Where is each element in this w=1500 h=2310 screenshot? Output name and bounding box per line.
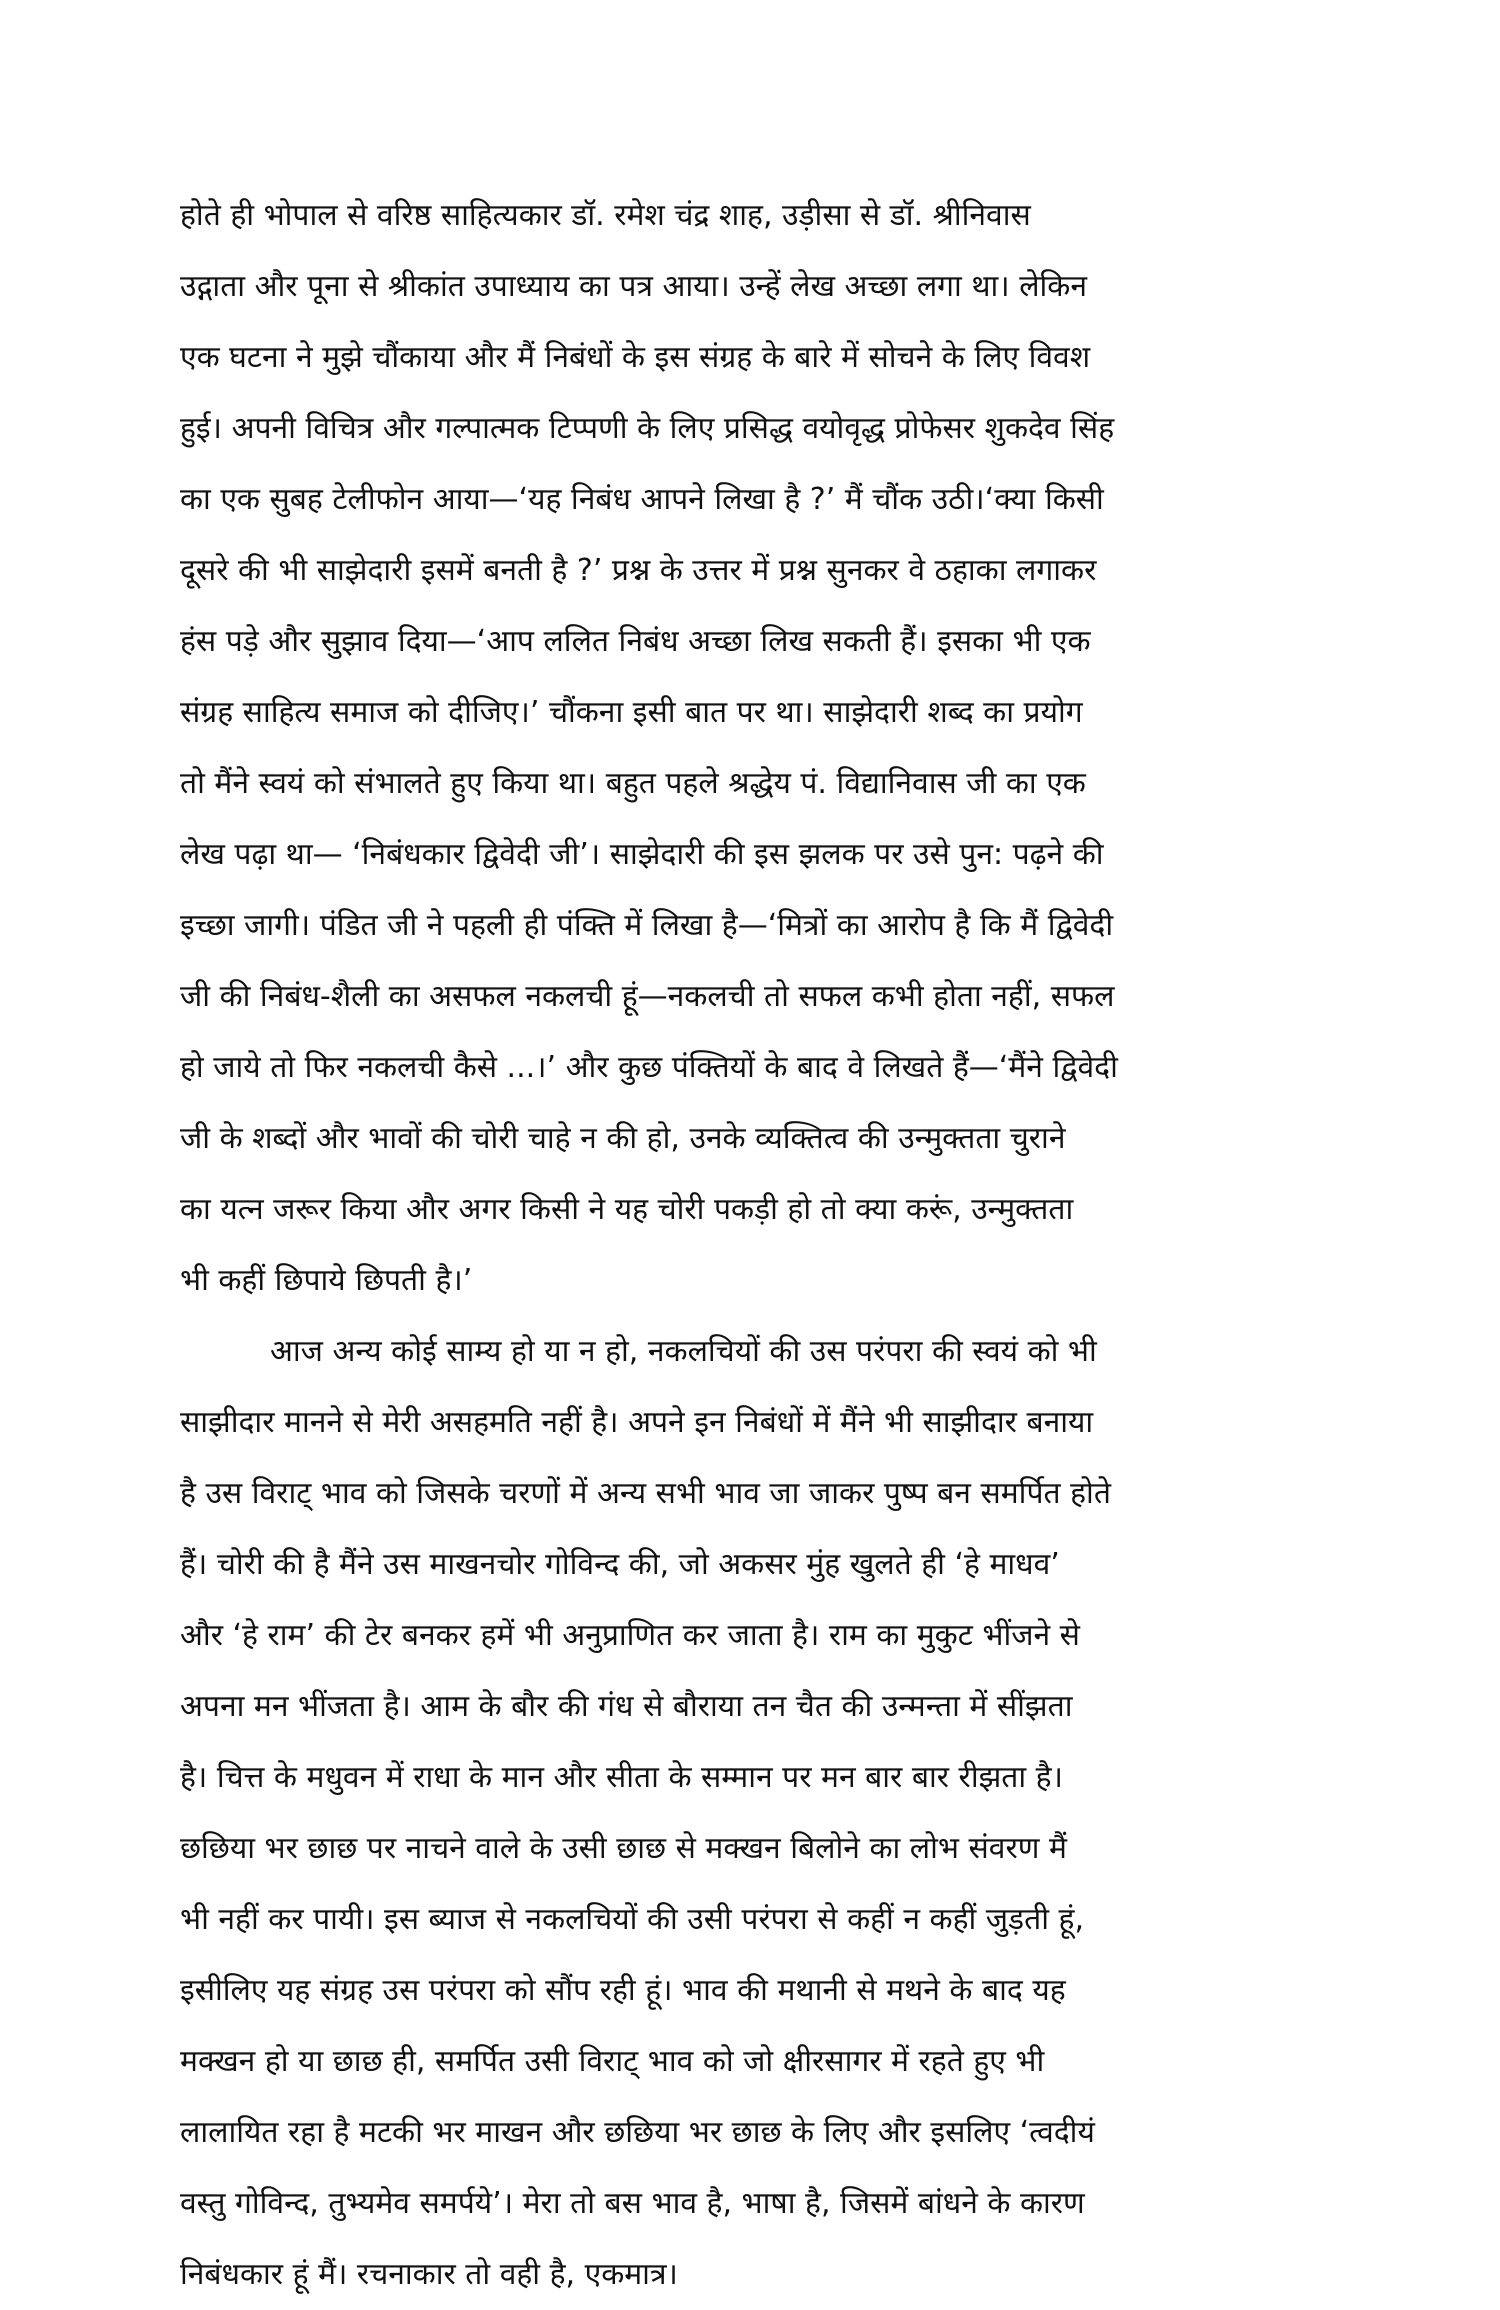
body-text — [180, 180, 1400, 2310]
text-line: भी नहीं कर पायी। इस ब्याज से नकलचियों की उसी परंपरा से कहीं न कहीं जुड़ती हूं, — [180, 1902, 1084, 1937]
text-line: निबंधकार हूं मैं। रचनाकार तो वही है, एकमात्र। — [180, 2257, 678, 2292]
text-line: साझीदार मानने से मेरी असहमति नहीं है। अपने इन निबंधों में मैंने भी साझीदार बनाया — [180, 1405, 1094, 1440]
text-line: जी के शब्दों और भावों की चोरी चाहे न की हो, उनके व्यक्तित्व की उन्मुक्तता चुराने — [180, 1121, 1066, 1156]
paragraph-2 — [180, 1316, 1400, 2310]
text-line: दूसरे की भी साझेदारी इसमें बनती है ?’ प्रश्न के उत्तर में प्रश्न सुनकर वे ठहाका लगाकर — [180, 553, 1097, 588]
text-line: भी कहीं छिपाये छिपती है।’ — [180, 1263, 473, 1298]
text-line: आज अन्य कोई साम्य हो या न हो, नकलचियों की उस परंपरा की स्वयं को भी — [270, 1334, 1097, 1369]
text-line: लेख पढ़ा था— ‘निबंधकार द्विवेदी जी’। साझेदारी की इस झलक पर उसे पुन: पढ़ने की — [180, 837, 1104, 872]
text-line: उद्गाता और पूना से श्रीकांत उपाध्याय का पत्र आया। उन्हें लेख अच्छा लगा था। लेकिन — [180, 269, 1087, 304]
text-line: इच्छा जागी। पंडित जी ने पहली ही पंक्ति में लिखा है—‘मित्रों का आरोप है कि मैं द्विवेदी — [180, 908, 1114, 943]
text-line: अपना मन भींजता है। आम के बौर की गंध से बौराया तन चैत की उन्मन्ता में सींझता — [180, 1689, 1073, 1724]
text-line: लालायित रहा है मटकी भर माखन और छछिया भर छाछ के लिए और इसलिए ‘त्वदीयं — [180, 2115, 1095, 2150]
text-line: है। चित्त के मधुवन में राधा के मान और सीता के सम्मान पर मन बार बार रीझता है। — [180, 1760, 1063, 1795]
text-line: एक घटना ने मुझे चौंकाया और मैं निबंधों के इस संग्रह के बारे में सोचने के लिए विवश — [180, 340, 1091, 375]
text-line: तो मैंने स्वयं को संभालते हुए किया था। बहुत पहले श्रद्धेय पं. विद्यानिवास जी का एक — [180, 766, 1086, 801]
text-line: का यत्न जरूर किया और अगर किसी ने यह चोरी पकड़ी हो तो क्या करूं, उन्मुक्तता — [180, 1192, 1074, 1227]
text-line: और ‘हे राम’ की टेर बनकर हमें भी अनुप्राणित कर जाता है। राम का मुकुट भींजने से — [180, 1618, 1080, 1653]
text-line: हंस पड़े और सुझाव दिया—‘आप ललित निबंध अच्छा लिख सकती हैं। इसका भी एक — [180, 624, 1091, 659]
text-line: संग्रह साहित्य समाज को दीजिए।’ चौंकना इसी बात पर था। साझेदारी शब्द का प्रयोग — [180, 695, 1083, 730]
paragraph-1 — [180, 180, 1400, 1316]
text-line: छछिया भर छाछ पर नाचने वाले के उसी छाछ से मक्खन बिलोने का लोभ संवरण मैं — [180, 1831, 1067, 1866]
text-line: इसीलिए यह संग्रह उस परंपरा को सौंप रही हूं। भाव की मथानी से मथने के बाद यह — [180, 1973, 1066, 2008]
text-line: हो जाये तो फिर नकलची कैसे ...।’ और कुछ पंक्तियों के बाद वे लिखते हैं—‘मैंने द्विवेदी — [180, 1050, 1118, 1085]
text-line: होते ही भोपाल से वरिष्ठ साहित्यकार डॉ. रमेश चंद्र शाह, उड़ीसा से डॉ. श्रीनिवास — [180, 198, 1031, 233]
text-line: हैं। चोरी की है मैंने उस माखनचोर गोविन्द की, जो अकसर मुंह खुलते ही ‘हे माधव’ — [180, 1547, 1060, 1582]
text-line: वस्तु गोविन्द, तुभ्यमेव समर्पये’। मेरा तो बस भाव है, भाषा है, जिसमें बांधने के कारण — [180, 2186, 1085, 2221]
text-line: मक्खन हो या छाछ ही, समर्पित उसी विराट् भाव को जो क्षीरसागर में रहते हुए भी — [180, 2044, 1045, 2079]
text-line: जी की निबंध-शैली का असफल नकलची हूं—नकलची तो सफल कभी होता नहीं, सफल — [180, 979, 1115, 1014]
text-line: है उस विराट् भाव को जिसके चरणों में अन्य सभी भाव जा जाकर पुष्प बन समर्पित होते — [180, 1476, 1111, 1511]
text-line: हुई। अपनी विचित्र और गल्पात्मक टिप्पणी के लिए प्रसिद्ध वयोवृद्ध प्रोफेसर शुकदेव सिंह — [180, 411, 1115, 446]
text-line: का एक सुबह टेलीफोन आया—‘यह निबंध आपने लिखा है ?’ मैं चौंक उठी।‘क्या किसी — [180, 482, 1104, 517]
